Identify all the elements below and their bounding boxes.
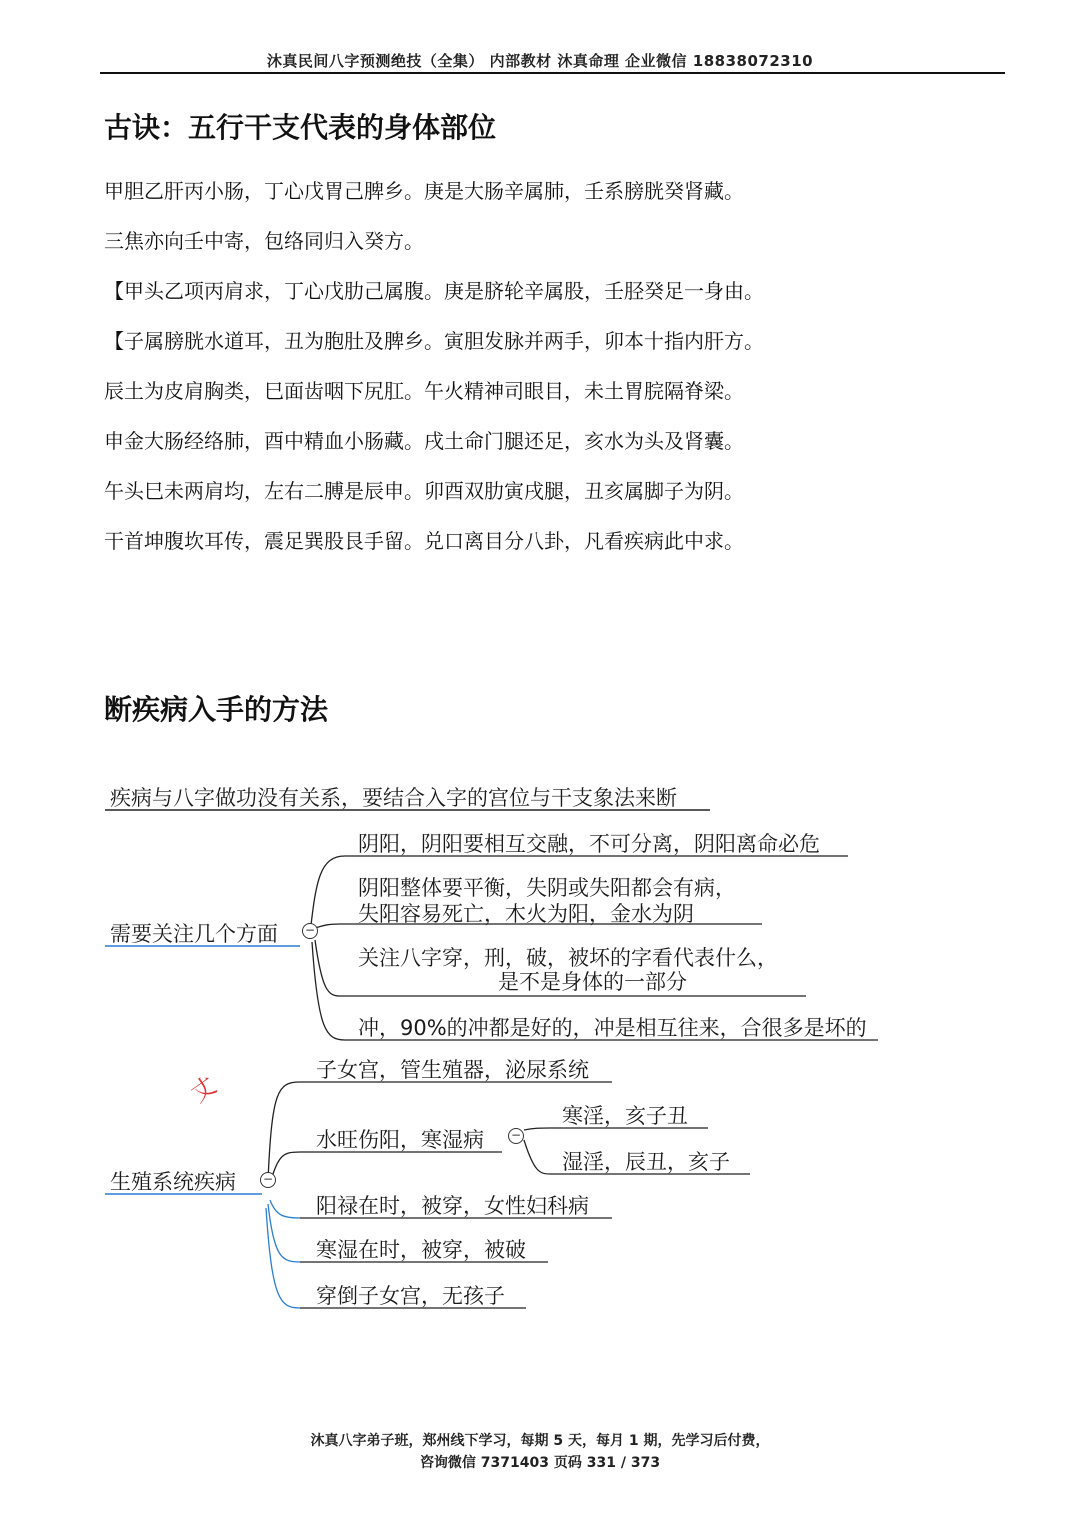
- verse-line: 干首坤腹坎耳传，震足巽股艮手留。兑口离目分八卦，凡看疾病此中求。: [104, 529, 744, 553]
- verse-line: 辰土为皮肩胸类，巳面齿咽下尻肛。午火精神司眼目，未土胃脘隔脊梁。: [104, 379, 744, 403]
- collapse-icon[interactable]: −: [302, 923, 318, 939]
- verse-line: 甲胆乙肝丙小肠，丁心戊胃己脾乡。庚是大肠辛属肺，壬系膀胱癸肾藏。: [104, 179, 744, 203]
- verse-line: 【子属膀胱水道耳，丑为胞肚及脾乡。寅胆发脉并两手，卯本十指内肝方。: [104, 329, 764, 353]
- footer-line: 咨询微信 7371403 页码 331 / 373: [419, 1455, 661, 1471]
- collapse-icon[interactable]: −: [260, 1172, 276, 1188]
- mindmap-leaf: 寒湿在时，被穿，被破: [316, 1238, 526, 1262]
- verse-line: 申金大肠经络肺，酉中精血小肠藏。戌土命门腿还足，亥水为头及肾囊。: [104, 429, 744, 453]
- footer-line: 沐真八字弟子班，郑州线下学习，每期 5 天，每月 1 期，先学习后付费，: [310, 1433, 770, 1449]
- section-title-disease-method: 断疾病入手的方法: [104, 693, 329, 726]
- verse-line: 【甲头乙项丙肩求，丁心戊肋己属腹。庚是脐轮辛属股，壬胫癸足一身由。: [104, 279, 764, 303]
- mindmap-node-focus: 需要关注几个方面: [110, 922, 278, 946]
- handwritten-mark: 丈: [185, 1071, 222, 1108]
- mindmap-leaf: 阳禄在时，被穿，女性妇科病: [316, 1194, 589, 1218]
- mindmap-node-reproductive: 生殖系统疾病: [110, 1170, 236, 1194]
- mindmap-leaf: 子女宫，管生殖器，泌尿系统: [316, 1058, 589, 1082]
- mindmap-leaf: 冲，90%的冲都是好的，冲是相互往来，合很多是坏的: [358, 1016, 867, 1040]
- mindmap-leaf: 阴阳，阴阳要相互交融，不可分离，阴阳离命必危: [358, 832, 820, 856]
- mindmap-leaf: 穿倒子女宫，无孩子: [316, 1284, 505, 1308]
- mindmap-leaf: 水旺伤阳，寒湿病: [316, 1128, 484, 1152]
- mindmap-leaf: 阴阳整体要平衡，失阴或失阳都会有病，: [358, 876, 736, 900]
- verse-line: 三焦亦向壬中寄，包络同归入癸方。: [104, 229, 424, 253]
- section-title-body-parts: 古诀：五行干支代表的身体部位: [104, 111, 497, 144]
- collapse-icon[interactable]: −: [508, 1128, 524, 1144]
- mindmap-root: 疾病与八字做功没有关系，要结合入字的宫位与干支象法来断: [110, 786, 677, 810]
- mindmap-leaf: 是不是身体的一部分: [498, 970, 687, 994]
- mindmap-leaf: 寒淫，亥子丑: [562, 1104, 688, 1128]
- page-header: 沐真民间八字预测绝技（全集） 内部教材 沐真命理 企业微信 18838072310: [266, 52, 814, 70]
- mindmap-leaf: 失阳容易死亡，木火为阳，金水为阴: [358, 902, 694, 926]
- mindmap-leaf: 湿淫，辰丑，亥子: [562, 1150, 730, 1174]
- page-footer: [0, 1430, 1080, 1474]
- mindmap-leaf: 关注八字穿，刑，破，被坏的字看代表什么，: [358, 946, 778, 970]
- verse-line: 午头巳未两肩均，左右二膊是辰申。卯酉双肋寅戌腿，丑亥属脚子为阴。: [104, 479, 744, 503]
